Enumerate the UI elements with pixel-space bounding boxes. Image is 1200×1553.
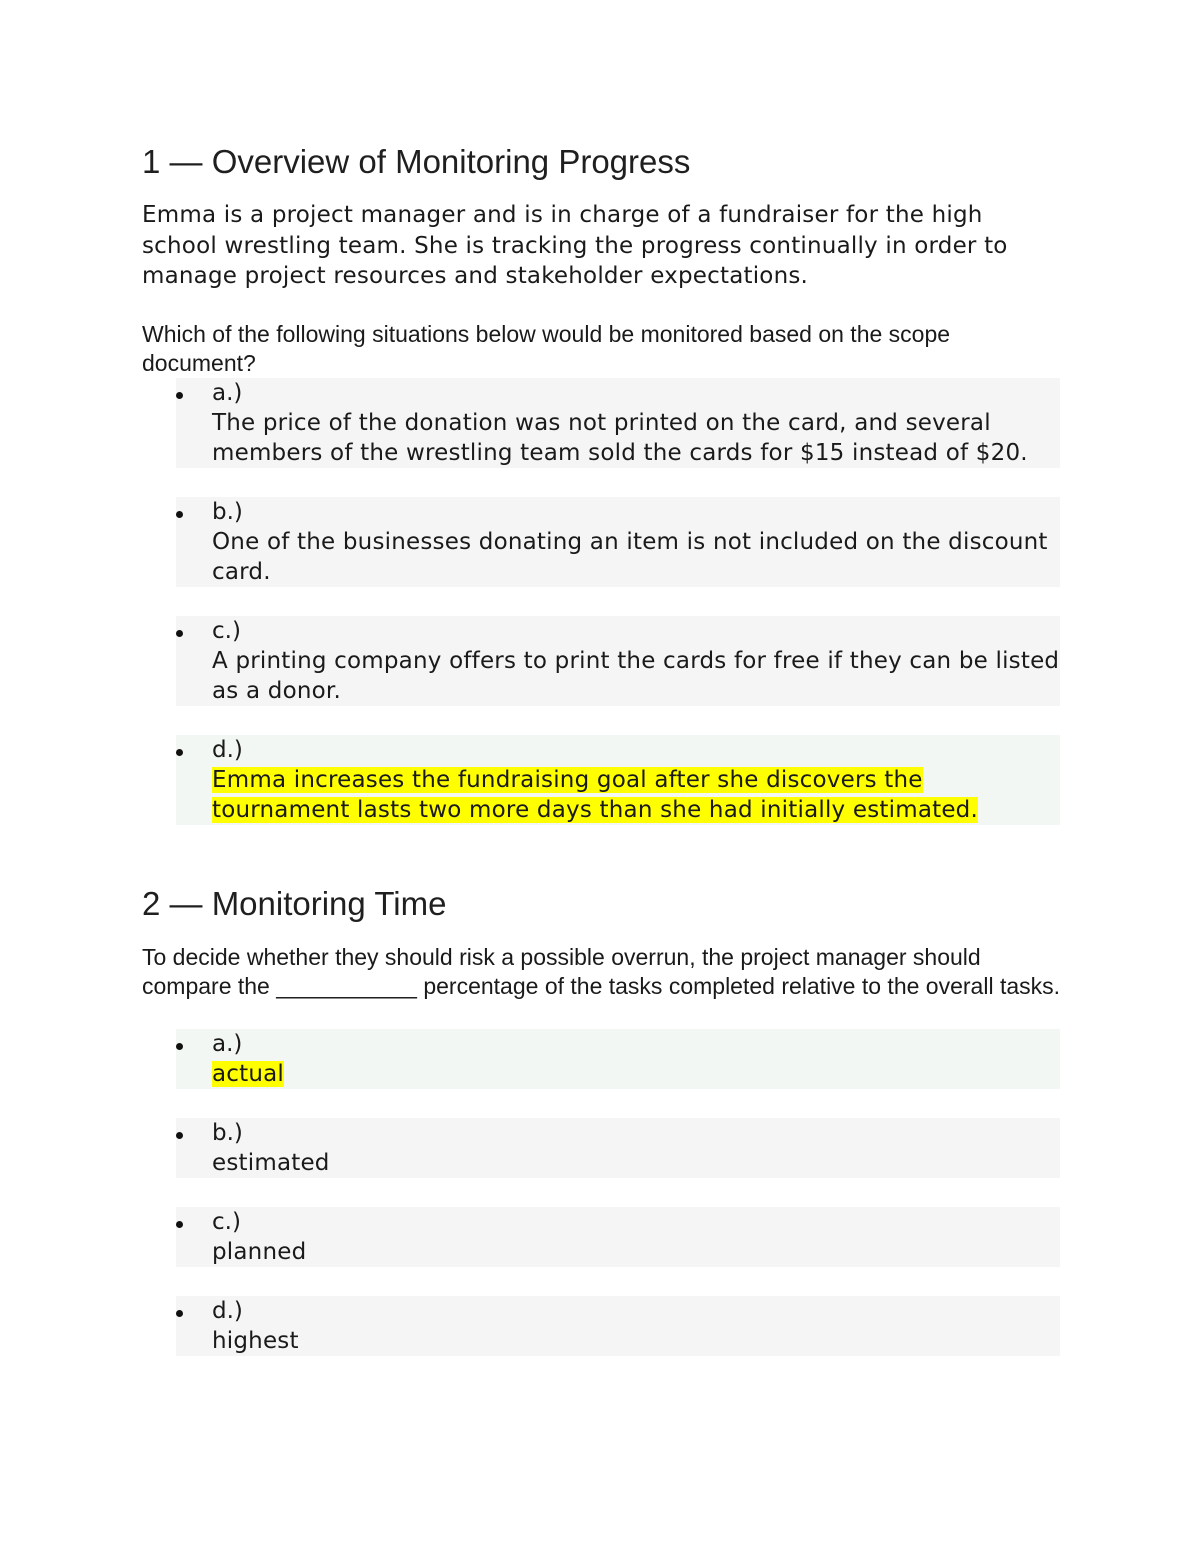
option-2d[interactable] [176, 1296, 1060, 1356]
option-letter: b.) [212, 499, 243, 525]
option-text: planned [212, 1239, 307, 1265]
option-letter: b.) [212, 1120, 243, 1146]
option-1b[interactable] [176, 497, 1060, 587]
section-1-options [176, 378, 1060, 825]
bullet-icon [176, 749, 183, 756]
option-letter: a.) [212, 380, 243, 406]
section-1-title: 1 — Overview of Monitoring Progress [142, 143, 691, 180]
option-text: estimated [212, 1150, 330, 1176]
option-letter: c.) [212, 1209, 241, 1235]
bullet-icon [176, 1043, 183, 1050]
option-1d[interactable] [176, 735, 1060, 825]
highlighted-answer: actual [212, 1061, 285, 1087]
section-1-intro: Emma is a project manager and is in charge of a fundraiser for the high school wrestling team. She is tracking the progress continually in order to manage project resources and stakeholder expectations. [142, 202, 1008, 289]
highlighted-answer: Emma increases the fundraising goal after she discovers the tournament lasts two more days than she had initially estimated. [212, 767, 978, 823]
bullet-icon [176, 1132, 183, 1139]
option-letter: d.) [212, 1298, 243, 1324]
bullet-icon [176, 511, 183, 518]
bullet-icon [176, 1310, 183, 1317]
section-2-question: To decide whether they should risk a possible overrun, the project manager should compare the ___________ percentage of the tasks completed relative to the overall tasks. [142, 944, 1061, 999]
option-text: highest [212, 1328, 299, 1354]
option-letter: c.) [212, 618, 241, 644]
option-text: One of the businesses donating an item is not included on the discount card. [212, 529, 1048, 585]
option-1c[interactable] [176, 616, 1060, 706]
option-2b[interactable] [176, 1118, 1060, 1178]
option-1a[interactable] [176, 378, 1060, 468]
option-text [212, 765, 1060, 825]
section-2-title: 2 — Monitoring Time [142, 885, 447, 922]
section-2-options [176, 1029, 1060, 1356]
option-2a[interactable] [176, 1029, 1060, 1089]
bullet-icon [176, 1221, 183, 1228]
bullet-icon [176, 392, 183, 399]
option-2c[interactable] [176, 1207, 1060, 1267]
option-letter: d.) [212, 737, 243, 763]
option-text: The price of the donation was not printed on the card, and several members of the wrestling team sold the cards for $15 instead of $20. [212, 410, 1028, 466]
option-text [212, 1059, 1060, 1089]
bullet-icon [176, 630, 183, 637]
section-1-question: Which of the following situations below would be monitored based on the scope document? [142, 321, 951, 376]
option-text: A printing company offers to print the cards for free if they can be listed as a donor. [212, 648, 1060, 704]
option-letter: a.) [212, 1031, 243, 1057]
